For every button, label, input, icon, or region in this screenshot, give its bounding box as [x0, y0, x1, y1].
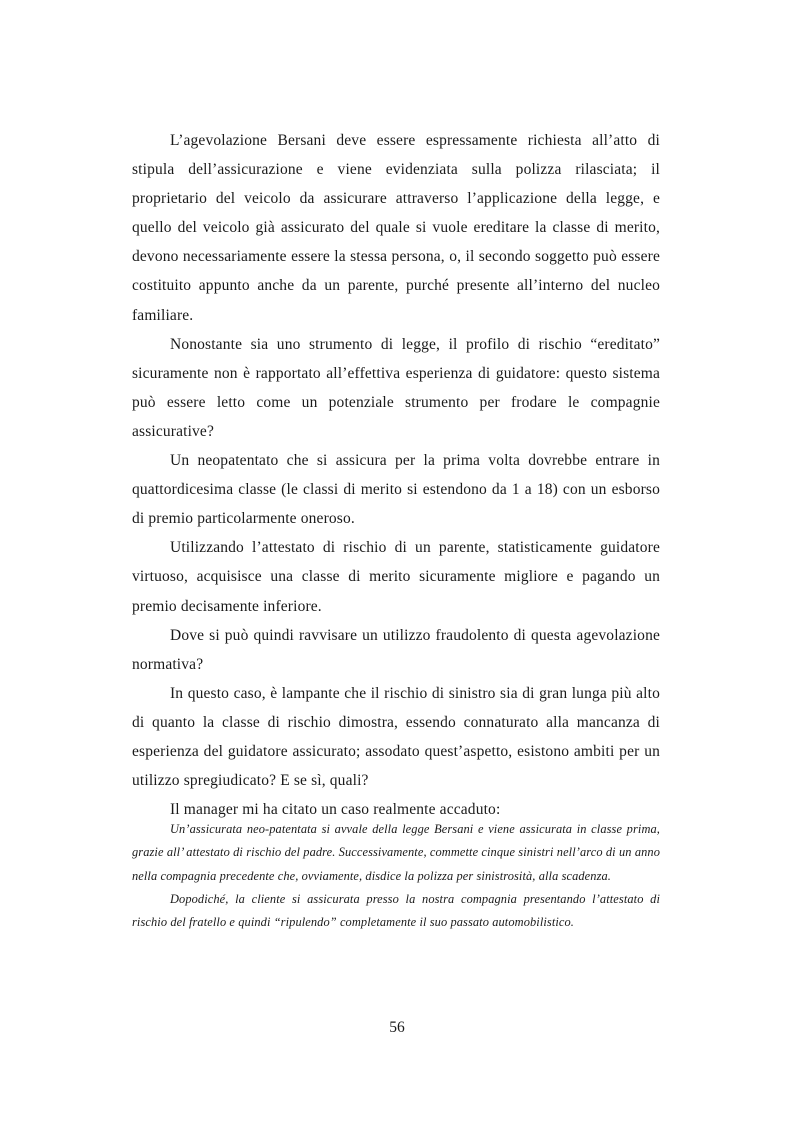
paragraph-utilizzo-fraudolento: Dove si può quindi ravvisare un utilizzo fraudolento di questa agevolazione normativa? [132, 626, 660, 673]
case-quote [132, 818, 660, 934]
quote-paragraph: Un’assicurata neo-patentata si avvale della legge Bersani e viene assicurata in classe prima, grazie all’ attestato di rischio del padre. Successivamente, commette cinque sinistri nell’arco di un anno nella compagnia precedente che, ovviamente, disdice la polizza per sinistrosità, alla scadenza. [132, 822, 660, 883]
page-number: 56 [389, 1019, 405, 1036]
body-text [132, 126, 660, 824]
paragraph-profilo-rischio: Nonostante sia uno strumento di legge, il profilo di rischio “ereditato” sicuramente non è rapportato all’effettiva esperienza di guidatore: questo sistema può essere letto come un potenziale strumento per frodare le compagnie assicurative? [132, 335, 660, 440]
paragraph-caso-manager: Il manager mi ha citato un caso realmente accaduto: [170, 801, 501, 819]
paragraph-rischio-sinistro: In questo caso, è lampante che il rischio di sinistro sia di gran lunga più alto di quanto la classe di rischio dimostra, essendo connaturato alla mancanza di esperienza del guidatore assicurato; assodato quest’aspetto, esistono ambiti per un utilizzo spregiudicato? E se sì, quali? [132, 684, 660, 790]
paragraph-neopatentato: Un neopatentato che si assicura per la prima volta dovrebbe entrare in quattordicesima classe (le classi di merito si estendono da 1 a 18) con un esborso di premio particolarmente oneroso. [132, 452, 660, 528]
quote-paragraph: Dopodiché, la cliente si assicurata presso la nostra compagnia presentando l’attestato di rischio del fratello e quindi “ripulendo” completamente il suo passato automobilistico. [132, 891, 660, 930]
paragraph-bersani-agevolazione: L’agevolazione Bersani deve essere espressamente richiesta all’atto di stipula dell’assicurazione e viene evidenziata sulla polizza rilasciata; il proprietario del veicolo da assicurare attraverso l’applicazione della legge, e quello del veicolo già assicurato del quale si vuole ereditare la classe di merito, devono necessariamente essere la stessa persona, o, il secondo soggetto può essere costituito appunto anche da un parente, purché presente all’interno del nucleo familiare. [132, 132, 660, 324]
paragraph-attestato-parente: Utilizzando l’attestato di rischio di un parente, statisticamente guidatore virtuoso, acquisisce una classe di merito sicuramente migliore e pagando un premio decisamente inferiore. [132, 539, 660, 615]
